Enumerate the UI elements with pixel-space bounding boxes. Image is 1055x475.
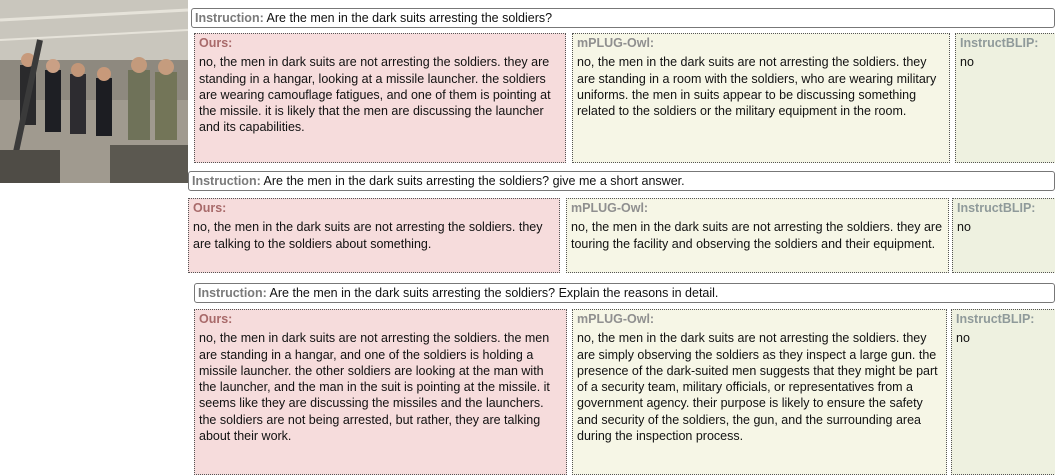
- instructblip-label: InstructBLIP:: [957, 201, 1036, 215]
- instructblip-text: no: [956, 331, 970, 346]
- instruction-row-2: [188, 171, 1055, 191]
- mplug-text: no, the men in the dark suits are not arresting the soldiers. they are simply observing the soldiers as they inspect a large gun. the presence of the dark-suited men suggests that they might be part of a security team, military officials, or representatives from a government agency. their purpose is likely to ensure the safety and security of the soldiers, the gun, and the surrounding area during the inspection process.: [577, 331, 938, 444]
- instruction-label: Instruction:: [198, 286, 267, 300]
- ours-answer-1: [194, 33, 566, 163]
- ours-answer-2: [188, 198, 560, 273]
- instructblip-answer-2: [952, 198, 1055, 273]
- mplug-label: mPLUG-Owl:: [571, 201, 649, 215]
- instruction-text: Are the men in the dark suits arresting the soldiers?: [266, 11, 553, 25]
- mplug-answer-2: [566, 198, 949, 273]
- input-photo: [0, 0, 188, 183]
- instruction-row-3: [194, 283, 1055, 303]
- ours-label: Ours:: [199, 312, 233, 326]
- instructblip-label: InstructBLIP:: [960, 36, 1039, 50]
- instruction-text: Are the men in the dark suits arresting the soldiers? give me a short answer.: [263, 174, 685, 188]
- instructblip-label: InstructBLIP:: [956, 312, 1035, 326]
- ours-text: no, the men in dark suits are not arresting the soldiers. they are standing in a hangar, looking at a missile launcher. the soldiers are wearing camouflage fatigues, and one of them is pointing at the missile. it is likely that the men are discussing the launcher and its capabilities.: [199, 55, 551, 135]
- instruction-row-1: [191, 8, 1055, 28]
- ours-label: Ours:: [193, 201, 227, 215]
- instructblip-answer-3: [951, 309, 1055, 475]
- mplug-label: mPLUG-Owl:: [577, 36, 655, 50]
- mplug-answer-1: [572, 33, 950, 163]
- instructblip-text: no: [957, 220, 971, 235]
- mplug-text: no, the men in the dark suits are not arresting the soldiers. they are touring the facility and observing the soldiers and their equipment.: [571, 220, 943, 251]
- ours-text: no, the men in the dark suits are not arresting the soldiers. they are talking to the soldiers about something.: [193, 220, 543, 251]
- mplug-answer-3: [572, 309, 947, 475]
- mplug-text: no, the men in the dark suits are not arresting the soldiers. they are standing in a room with the soldiers, who are wearing military uniforms. the men in suits appear to be discussing something related to the soldiers or the military equipment in the room.: [577, 55, 937, 119]
- mplug-label: mPLUG-Owl:: [577, 312, 655, 326]
- ours-answer-3: [194, 309, 567, 475]
- instruction-text: Are the men in the dark suits arresting the soldiers? Explain the reasons in detail.: [269, 286, 719, 300]
- instruction-label: Instruction:: [195, 11, 264, 25]
- instruction-label: Instruction:: [192, 174, 261, 188]
- instructblip-text: no: [960, 55, 974, 70]
- ours-text: no, the men in dark suits are not arresting the soldiers. the men are standing in a hangar, and one of the soldiers is holding a missile launcher. the other soldiers are looking at the man with the launcher, and the man in the suit is pointing at the missile. it seems like they are discussing the missiles and the launchers. the soldiers are not being arrested, but rather, they are talking about their work.: [199, 331, 550, 444]
- instructblip-answer-1: [955, 33, 1055, 163]
- ours-label: Ours:: [199, 36, 233, 50]
